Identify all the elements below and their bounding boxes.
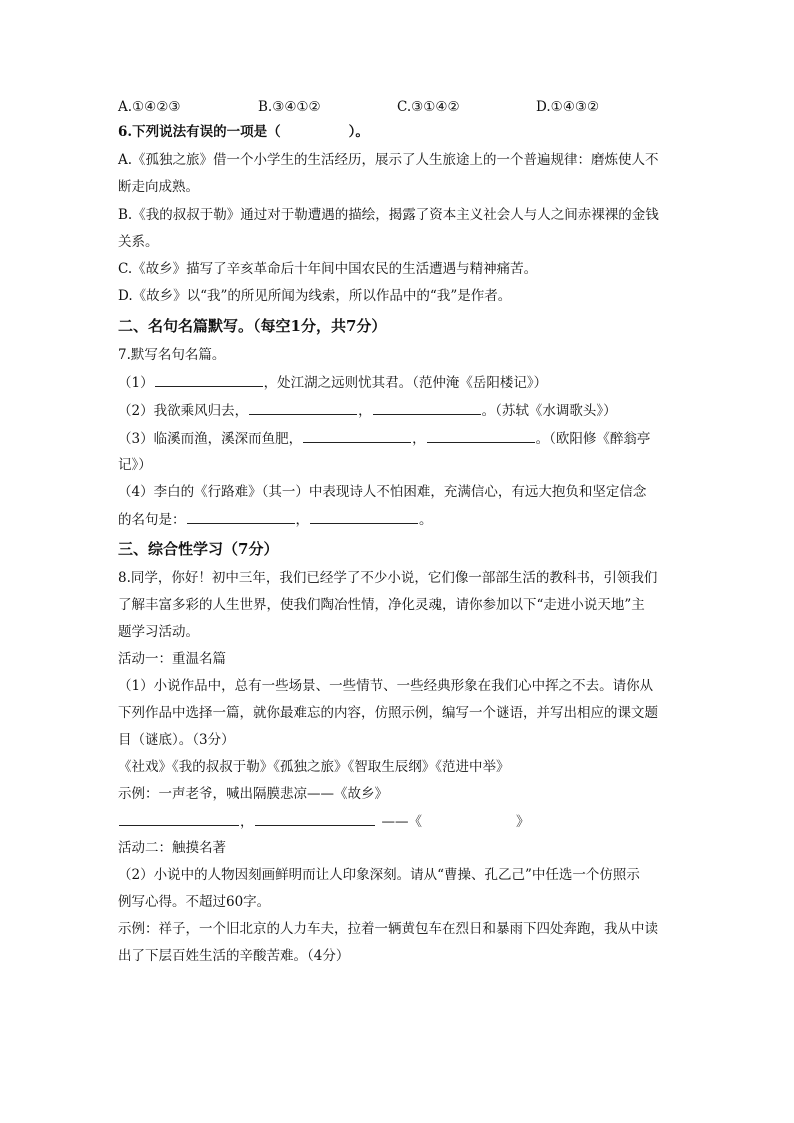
riddle-sep: ， <box>240 814 254 830</box>
section3-title: 三、综合性学习（7分） <box>118 540 279 558</box>
q8-intro-line3: 题学习活动。 <box>118 624 199 640</box>
riddle-end: 》 <box>516 814 530 830</box>
q7-item3-line2: 记》） <box>118 457 152 473</box>
q6-stem <box>118 122 369 142</box>
q6-option-a-line1: A.《孤独之旅》借一个小学生的生活经历，展示了人生旅途上的一个普遍规律：磨炼使人不 <box>118 152 659 168</box>
q7-item4-line2 <box>118 509 433 530</box>
q7-item2-text: （2）我欲乘风归去， <box>118 403 249 419</box>
q8-intro-line1: 8.同学，你好！初中三年，我们已经学了不少小说，它们像一部部生活的教科书，引领我们 <box>118 570 658 586</box>
works-list: 《社戏》《我的叔叔于勒》《孤独之旅》《智取生辰纲》《范进中举》 <box>118 759 510 775</box>
q7-item4-sep: ， <box>295 512 309 528</box>
q5-option-c: C.③①④② <box>397 99 460 115</box>
q6-stem-text: 6.下列说法有误的一项是（ <box>118 124 281 140</box>
riddle-dash: ——《 <box>381 814 422 830</box>
q7-item2-blank1[interactable] <box>249 400 357 415</box>
q7-item4-blank1[interactable] <box>187 509 295 524</box>
q7-item2-sep: ， <box>358 403 372 419</box>
q6-option-d: D.《故乡》以“我”的所见所闻为线索，所以作品中的“我”是作者。 <box>118 288 512 304</box>
section2-title: 二、名句名篇默写。（每空1分，共7分） <box>118 317 387 335</box>
activity1-q-line3: 目（谜底）。（3分） <box>118 732 235 748</box>
q7-item1 <box>118 372 547 393</box>
q7-item4-line1: （4）李白的《行路难》（其一）中表现诗人不怕困难，充满信心，有远大抱负和坚定信念 <box>118 484 647 500</box>
q7-item3-blank1[interactable] <box>303 428 411 443</box>
q6-option-c: C.《故乡》描写了辛亥革命后十年间中国农民的生活遭遇与精神痛苦。 <box>118 261 538 277</box>
q7-item3-source: 。（欧阳修《醉翁亭 <box>535 431 651 447</box>
q7-item2 <box>118 400 617 421</box>
q6-option-b-line1: B.《我的叔叔于勒》通过对于勒遭遇的描绘，揭露了资本主义社会人与人之间赤裸裸的金钱 <box>118 207 659 223</box>
q7-item3-sep: ， <box>412 431 426 447</box>
q7-stem: 7.默写名句名篇。 <box>118 347 226 363</box>
riddle-blank2[interactable] <box>255 811 375 826</box>
q7-item2-source: 。（苏轼《水调歌头》） <box>481 403 617 419</box>
activity1-q-line2: 下列作品中选择一篇，就你最难忘的内容，仿照示例，编写一个谜语，并写出相应的课文题 <box>118 705 658 721</box>
activity2-q-line1: （2）小说中的人物因刻画鲜明而让人印象深刻。请从“曹操、孔乙己”中任选一个仿照示 <box>118 867 640 883</box>
q7-item3-blank2[interactable] <box>427 428 535 443</box>
activity1-answer-line <box>118 811 530 832</box>
q5-option-b: B.③④①② <box>258 99 321 115</box>
q7-item1-blank[interactable] <box>155 372 263 387</box>
activity2-q-line2: 例写心得。不超过60字。 <box>118 894 271 910</box>
activity1-q-line1: （1）小说作品中，总有一些场景、一些情节、一些经典形象在我们心中挥之不去。请你从 <box>118 678 654 694</box>
q7-item3 <box>118 428 650 449</box>
q7-item4-text: 的名句是： <box>118 512 186 528</box>
activity2-title: 活动二：触摸名著 <box>118 840 226 856</box>
q6-stem-end: ）。 <box>348 124 369 140</box>
q6-option-b-line2: 关系。 <box>118 234 159 250</box>
activity1-title: 活动一：重温名篇 <box>118 651 226 667</box>
q7-item1-text: ，处江湖之远则忧其君。（范仲淹《岳阳楼记》） <box>263 375 548 391</box>
q7-item2-blank2[interactable] <box>373 400 481 415</box>
example2-line2: 出了下层百姓生活的辛酸苦难。（4分） <box>118 948 350 964</box>
q8-intro-line2: 了解丰富多彩的人生世界，使我们陶冶性情，净化灵魂，请你参加以下“走进小说天地”主 <box>118 597 645 613</box>
example1: 示例：一声老爷，喊出隔膜悲凉——《故乡》 <box>118 786 388 802</box>
q7-item4-end: 。 <box>419 512 433 528</box>
q5-option-a: A.①④②③ <box>118 99 181 115</box>
q6-option-a-line2: 断走向成熟。 <box>118 179 199 195</box>
q7-item1-label: （1） <box>118 375 154 391</box>
q7-item3-text: （3）临溪而渔，溪深而鱼肥， <box>118 431 303 447</box>
riddle-blank1[interactable] <box>119 811 239 826</box>
q7-item4-blank2[interactable] <box>310 509 418 524</box>
q5-option-d: D.①④③② <box>536 99 600 115</box>
example2-line1: 示例：祥子，一个旧北京的人力车夫，拉着一辆黄包车在烈日和暴雨下四处奔跑，我从中读 <box>118 921 658 937</box>
